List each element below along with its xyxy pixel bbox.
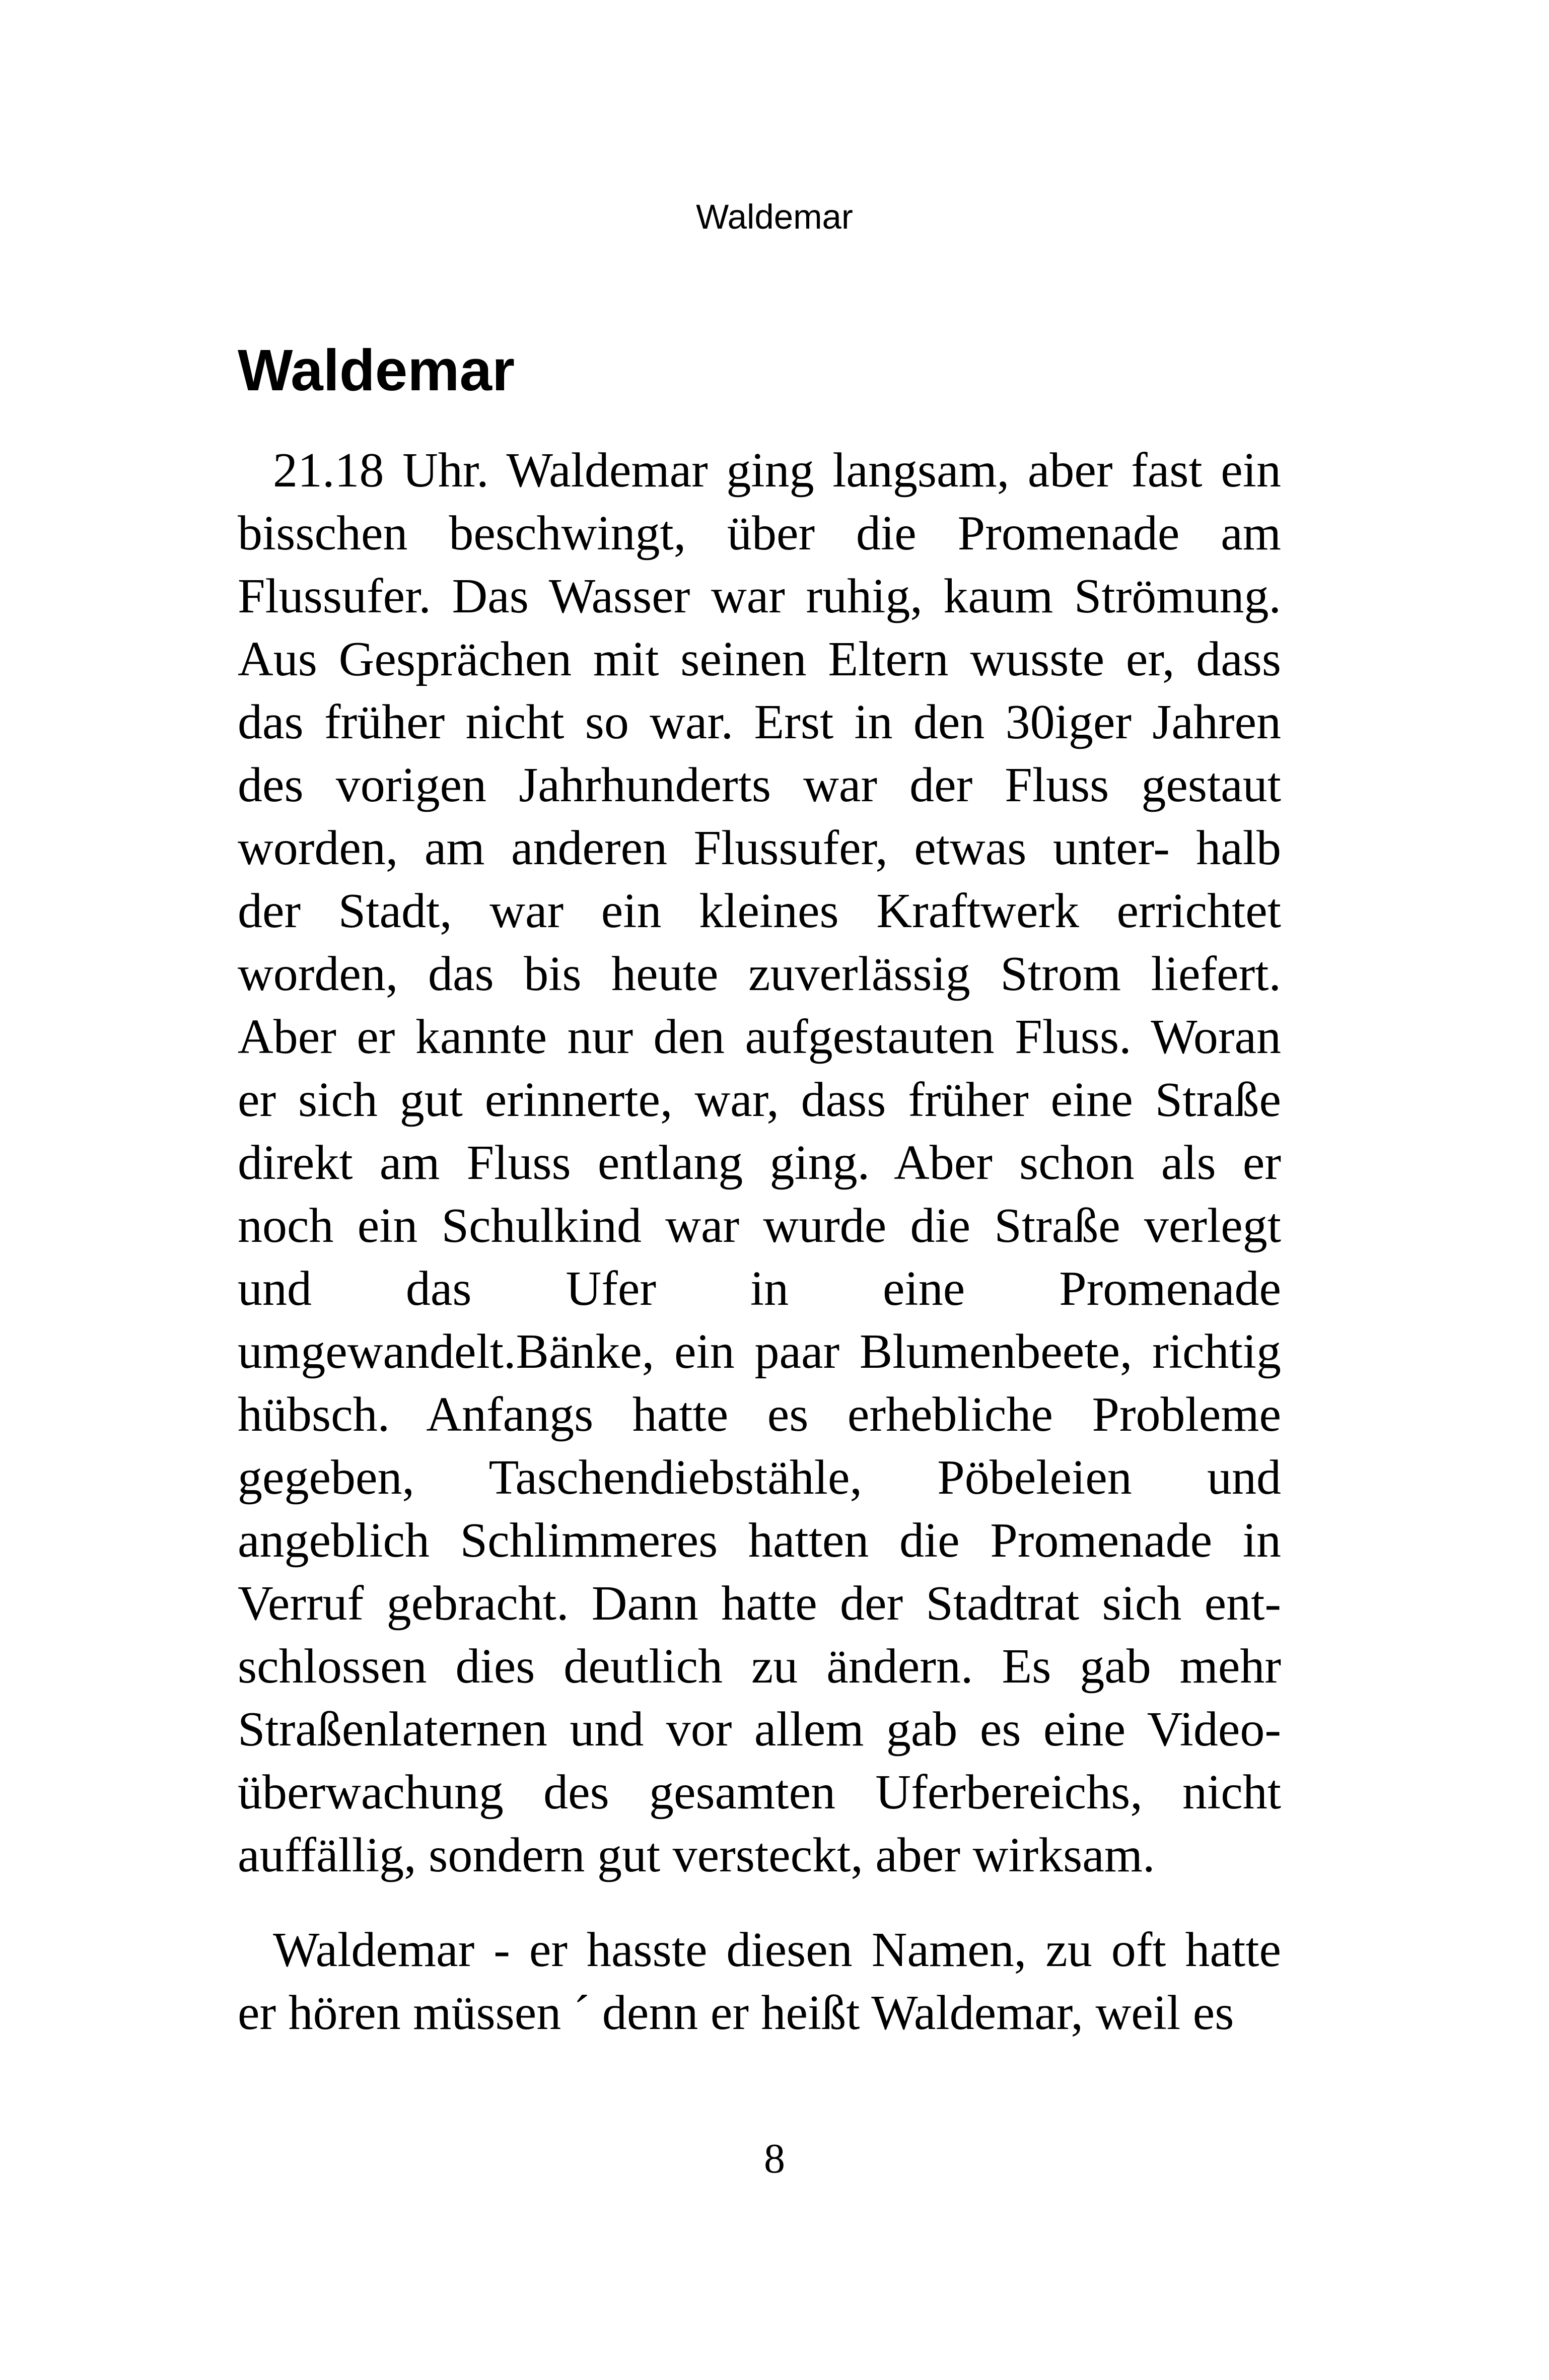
text-line: Straßenlaternen und vor allem gab es eine Video- xyxy=(238,1702,1281,1757)
running-head: Waldemar xyxy=(696,197,853,236)
text-line: angeblich Schlimmeres hatten die Promenade in xyxy=(238,1513,1281,1568)
text-line: und das Ufer in eine Promenade xyxy=(238,1262,1281,1316)
text-line: Aus Gesprächen mit seinen Eltern wusste er, dass xyxy=(238,632,1281,686)
text-line: er hören müssen ´ denn er heißt Waldemar, weil es xyxy=(238,1986,1234,2040)
text-line: hübsch. Anfangs hatte es erhebliche Probleme xyxy=(238,1387,1281,1442)
text-line: des vorigen Jahrhunderts war der Fluss gestaut xyxy=(238,758,1281,812)
text-line: überwachung des gesamten Uferbereichs, nicht xyxy=(238,1765,1281,1819)
text-line: direkt am Fluss entlang ging. Aber schon als er xyxy=(238,1136,1281,1190)
text-line: er sich gut erinnerte, war, dass früher eine Straße xyxy=(238,1073,1281,1127)
text-line: worden, das bis heute zuverlässig Strom liefert. xyxy=(238,947,1281,1001)
paragraph-2 xyxy=(238,1919,1281,2045)
text-line: umgewandelt.Bänke, ein paar Blumenbeete, richtig xyxy=(238,1324,1281,1379)
chapter-title: Waldemar xyxy=(238,337,515,403)
text-line: Waldemar - er hasste diesen Namen, zu oft hatte xyxy=(273,1923,1281,1977)
text-line: Flussufer. Das Wasser war ruhig, kaum Strömung. xyxy=(238,569,1281,623)
text-line: gegeben, Taschendiebstähle, Pöbeleien und xyxy=(238,1450,1281,1505)
paragraph-1 xyxy=(238,439,1281,1887)
text-line: bisschen beschwingt, über die Promenade am xyxy=(238,506,1281,561)
page-number: 8 xyxy=(764,2135,785,2182)
text-line: Verruf gebracht. Dann hatte der Stadtrat sich ent- xyxy=(238,1576,1281,1631)
text-line: auffällig, sondern gut versteckt, aber wirksam. xyxy=(238,1828,1155,1882)
text-line: das früher nicht so war. Erst in den 30iger Jahren xyxy=(238,695,1281,749)
text-line: worden, am anderen Flussufer, etwas unter- halb xyxy=(238,821,1281,875)
text-line: Aber er kannte nur den aufgestauten Fluss. Woran xyxy=(238,1010,1281,1064)
text-line: schlossen dies deutlich zu ändern. Es gab mehr xyxy=(238,1639,1281,1694)
text-line: der Stadt, war ein kleines Kraftwerk errichtet xyxy=(238,884,1281,938)
text-line: 21.18 Uhr. Waldemar ging langsam, aber fast ein xyxy=(273,443,1281,498)
text-line: noch ein Schulkind war wurde die Straße verlegt xyxy=(238,1199,1281,1253)
